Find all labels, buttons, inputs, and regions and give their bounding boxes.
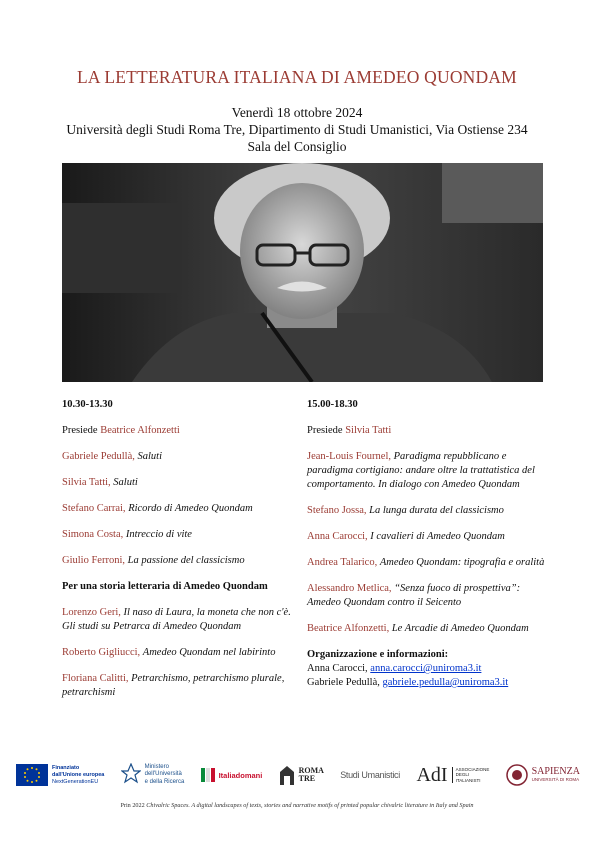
talk-title: Saluti [137,451,163,462]
ministero-logo [121,763,185,787]
program-item [62,450,302,464]
contact-name: Gabriele Pedullà, [307,677,380,688]
event-venue: Università degli Studi Roma Tre, Dipartimento di Studi Umanistici, Via Ostiense 234 [66,122,528,137]
seal-icon [506,764,528,786]
sapienza-line2: UNIVERSITÀ DI ROMA [531,777,580,782]
speaker-name: Jean-Louis Fournel, [307,451,391,462]
italiadomani-text: Italiadomani [218,770,263,780]
program-item [62,554,302,568]
program-item [307,622,547,636]
chair-prefix: Presiede [62,425,98,436]
talk-title: Paradigma repubblicano e paradigma cortigiano: andare oltre la trattatistica del comportamento. In dialogo con Amedeo Quondam [307,451,535,490]
program-item [62,646,302,660]
eu-line3: NextGenerationEU [52,778,99,785]
contact-line [307,676,547,690]
italiadomani-logo [201,766,263,784]
eu-line2: dall'Unione europea [52,771,105,778]
afternoon-chair [307,424,547,438]
talk-title: Amedeo Quondam: tipografia e oralità [379,557,545,568]
eu-logo [16,764,104,786]
talk-title: La lunga durata del classicismo [369,505,504,516]
contact-email-link[interactable]: gabriele.pedulla@uniroma3.it [382,677,509,688]
organization-info [307,648,547,690]
talk-title: La passione del classicismo [127,555,245,566]
arch-icon [279,764,295,786]
talk-title: Le Arcadie di Amedeo Quondam [391,623,529,634]
event-details [0,104,594,155]
speaker-name: Stefano Jossa, [307,505,367,516]
program-item [62,476,302,490]
footer-text: Chivalric Spaces. A digital landscapes of texts, stories and narrative motifs of printed popular chivalric literature in Italy and Spain [146,802,474,809]
sapienza-line1: SAPIENZA [531,766,580,777]
chair-prefix: Presiede [307,425,343,436]
eu-flag-icon [16,764,48,786]
morning-program [62,398,302,712]
talk-title: Saluti [113,477,138,488]
studi-umanistici-logo [340,771,400,780]
program-item [62,606,302,634]
ministero-line1: Ministero [144,763,169,770]
italy-icon [201,766,215,784]
talk-title: Il naso di Laura, la moneta che non c'è. Gli studi su Petrarca di Amedeo Quondam [62,607,291,632]
ministero-line2: dell'Università [144,771,182,778]
adi-line1: ASSOCIAZIONE [455,766,490,772]
contact-line [307,662,547,676]
program-item [62,528,302,542]
event-room: Sala del Consiglio [247,139,347,154]
adi-mark: AdI [416,763,448,786]
adi-line2: DEGLI [455,772,470,778]
talk-title: Intreccio di vite [125,529,192,540]
adi-logo [416,764,489,787]
program-item [307,556,547,570]
speaker-name: Roberto Gigliucci, [62,647,141,658]
morning-chair [62,424,302,438]
program-item [62,502,302,516]
speaker-name: Anna Carocci, [307,531,368,542]
speaker-name: Beatrice Alfonzetti, [307,623,390,634]
contact-name: Anna Carocci, [307,663,368,674]
footer-note [0,802,594,809]
speaker-name: Stefano Carrai, [62,503,126,514]
morning-time: 10.30-13.30 [62,399,113,410]
afternoon-program [307,398,547,690]
eu-line1: Finanziato [52,764,80,771]
program-item [62,672,302,700]
romatre-line1: ROMA [298,766,324,775]
chair-name: Silvia Tatti [345,425,392,436]
romatre-line2: TRE [298,774,316,783]
sapienza-logo [506,764,580,786]
org-title: Organizzazione e informazioni: [307,649,449,660]
program-item [307,582,547,610]
program-item [307,530,547,544]
program-item [307,450,547,492]
adi-line3: ITALIANISTI [455,777,481,783]
talk-title: I cavalieri di Amedeo Quondam [370,531,505,542]
talk-title: Ricordo di Amedeo Quondam [128,503,253,514]
studi-text: Studi Umanistici [340,769,400,780]
speaker-name: Gabriele Pedullà, [62,451,135,462]
talk-title: Petrarchismo, petrarchismo plurale, petrarchismi [62,673,285,698]
event-date: Venerdì 18 ottobre 2024 [231,105,363,120]
talk-title: “Senza fuoco di prospettiva”: Amedeo Quondam contro il Seicento [307,583,521,608]
emblem-icon [121,763,141,787]
speaker-name: Giulio Ferroni, [62,555,125,566]
speaker-name: Silvia Tatti, [62,477,111,488]
section-title: Per una storia letteraria di Amedeo Quondam [62,581,268,592]
portrait-photo [62,163,543,382]
afternoon-time: 15.00-18.30 [307,399,358,410]
program-item [307,504,547,518]
talk-title: Amedeo Quondam nel labirinto [142,647,276,658]
romatre-logo [279,764,324,786]
chair-name: Beatrice Alfonzetti [100,425,180,436]
speaker-name: Lorenzo Geri, [62,607,121,618]
speaker-name: Alessandro Metlica, [307,583,392,594]
speaker-name: Simona Costa, [62,529,124,540]
ministero-line3: e della Ricerca [144,778,185,785]
footer-prefix: Prin 2022 [120,802,145,809]
contact-email-link[interactable]: anna.carocci@uniroma3.it [370,663,482,674]
speaker-name: Andrea Talarico, [307,557,378,568]
event-title: LA LETTERATURA ITALIANA DI AMEDEO QUONDAM [77,67,517,87]
speaker-name: Floriana Calitti, [62,673,129,684]
sponsor-logos [16,752,580,798]
